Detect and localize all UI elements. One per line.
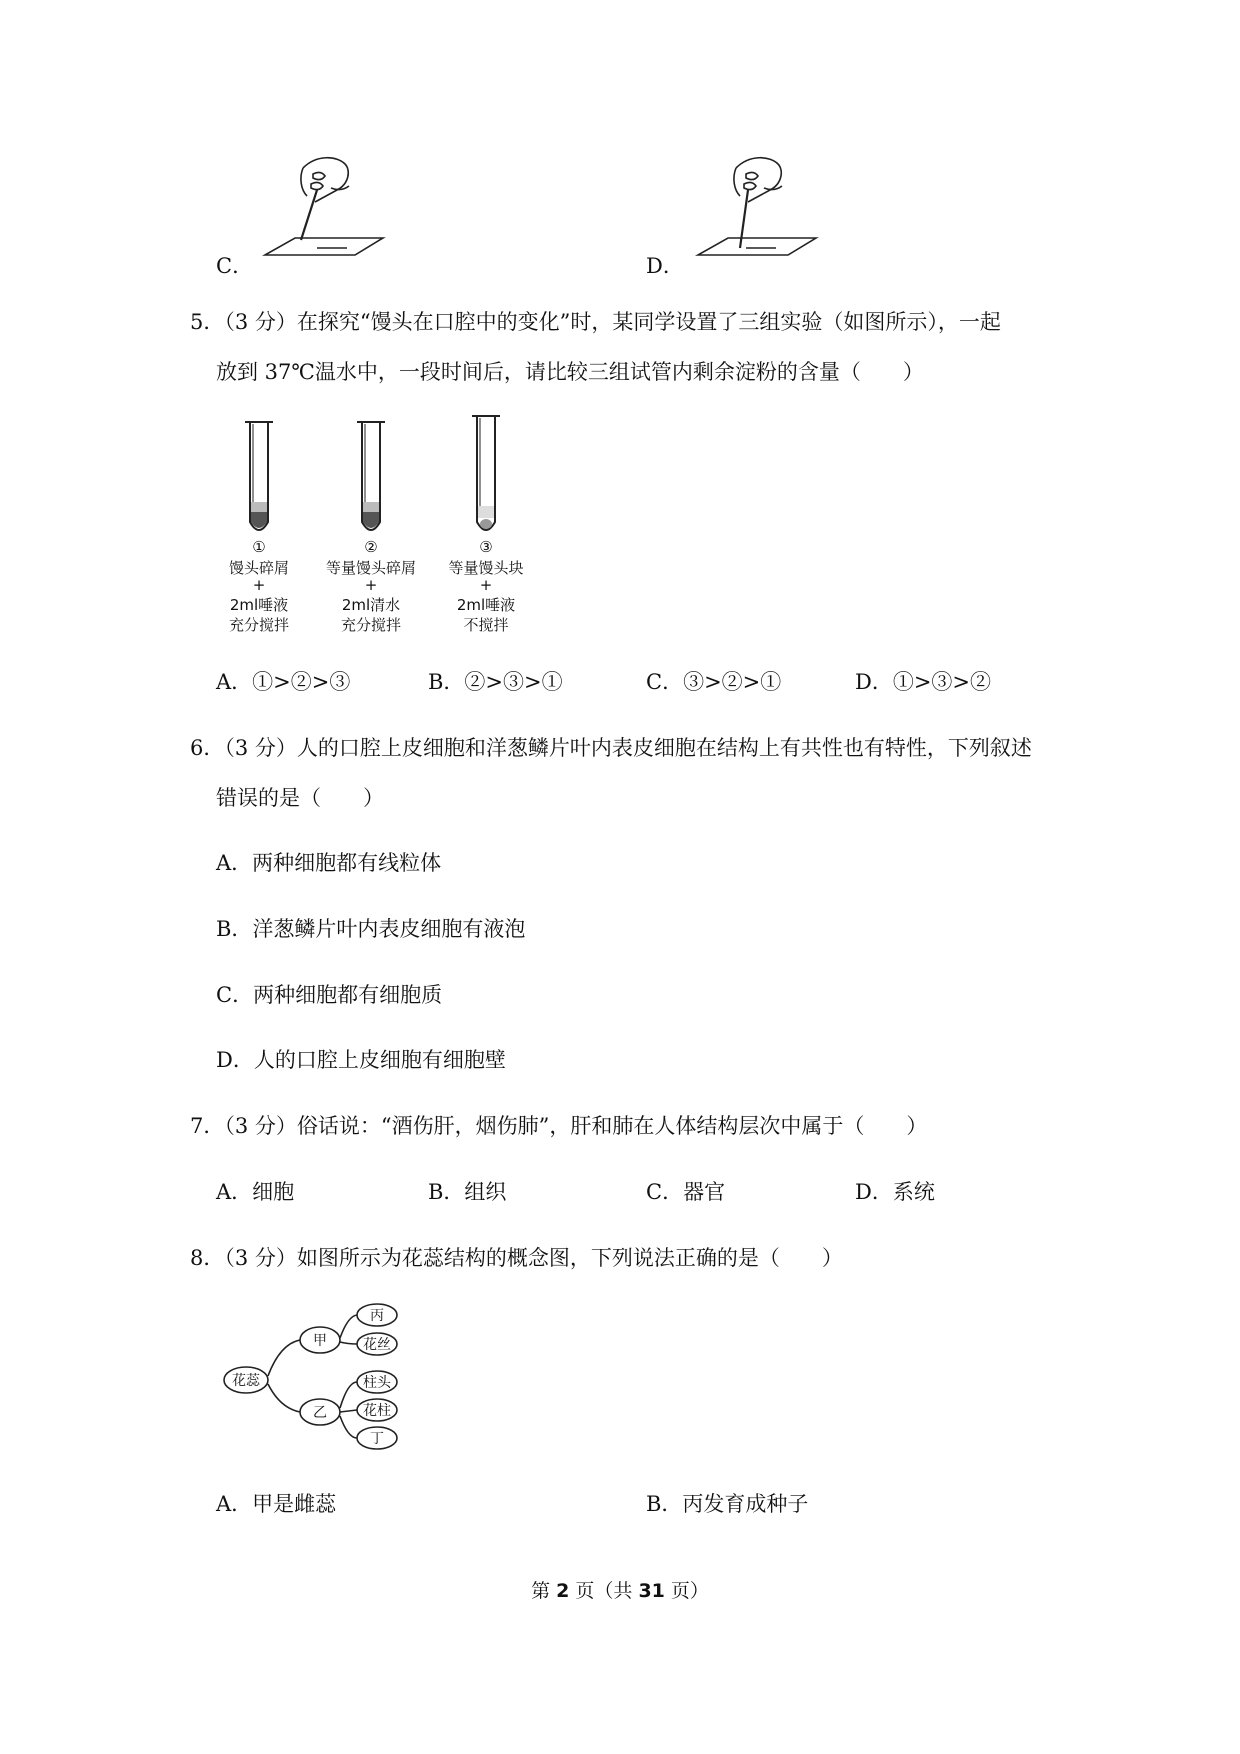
test-tube-1 — [245, 422, 273, 530]
footer-pre: 第 — [531, 1580, 557, 1602]
q7-option-a: A．细胞 — [216, 1180, 295, 1204]
node-jia-label: 甲 — [313, 1333, 327, 1349]
tube-3-line1: 等量馒头块 — [448, 559, 524, 577]
q6-option-a: A．两种细胞都有线粒体 — [216, 851, 442, 875]
tube-1-plus: + — [252, 576, 266, 594]
tube-3-number: ③ — [479, 538, 493, 556]
q4-option-d-figure — [688, 150, 828, 270]
q6-option-d: D．人的口腔上皮细胞有细胞壁 — [216, 1048, 506, 1072]
tube-1-line3: 充分搅拌 — [228, 616, 290, 634]
q8-option-a: A．甲是雌蕊 — [216, 1492, 337, 1516]
hand-c — [303, 158, 348, 202]
q7-option-c: C．器官 — [646, 1180, 726, 1204]
node-root-label: 花蕊 — [232, 1373, 260, 1389]
tube-1-line1: 馒头碎屑 — [228, 559, 290, 577]
q5-option-c: C．③>②>① — [646, 670, 782, 694]
footer-total-pages: 31 — [638, 1580, 665, 1602]
test-tube-3 — [472, 416, 500, 530]
tube-2-number: ② — [364, 538, 378, 556]
q5-stem-line2: 放到 37℃温水中，一段时间后，请比较三组试管内剩余淀粉的含量（ ） — [216, 360, 924, 384]
q6-option-b: B．洋葱鳞片叶内表皮细胞有液泡 — [216, 917, 526, 941]
footer-mid: 页（共 — [569, 1580, 639, 1602]
q4-option-d: D． — [646, 254, 684, 278]
node-zhutou-label: 柱头 — [363, 1375, 391, 1391]
tube-1-number: ① — [252, 538, 266, 556]
footer-post: 页） — [664, 1580, 709, 1602]
page-footer — [0, 1576, 1240, 1603]
q5-test-tube-figure — [210, 410, 550, 635]
node-yi-label: 乙 — [313, 1405, 327, 1421]
q4-option-c-figure — [255, 150, 395, 270]
node-ding-label: 丁 — [370, 1431, 384, 1447]
q5-option-b: B．②>③>① — [428, 670, 563, 694]
needle-d — [740, 190, 748, 248]
q8-stem: 8．（3 分）如图所示为花蕊结构的概念图，下列说法正确的是（ ） — [190, 1246, 843, 1270]
needle-c — [301, 190, 317, 240]
q6-option-c: C．两种细胞都有细胞质 — [216, 983, 443, 1007]
q8-concept-map — [220, 1300, 410, 1460]
q7-stem: 7．（3 分）俗话说：“酒伤肝，烟伤肺”，肝和肺在人体结构层次中属于（ ） — [190, 1114, 928, 1138]
q6-stem-line1: 6．（3 分）人的口腔上皮细胞和洋葱鳞片叶内表皮细胞在结构上有共性也有特性，下列叙述 — [190, 736, 1032, 760]
tube-2-line3: 充分搅拌 — [340, 616, 402, 634]
node-bing-label: 丙 — [370, 1308, 384, 1324]
node-huasi-label: 花丝 — [363, 1337, 391, 1353]
glass-slide-d — [698, 238, 816, 255]
q5-option-a: A．①>②>③ — [216, 670, 351, 694]
q6-stem-line2: 错误的是（ ） — [216, 786, 384, 810]
hand-d — [736, 158, 781, 202]
tube-3-plus: + — [479, 576, 493, 594]
glass-slide-c — [265, 238, 383, 255]
footer-page-number: 2 — [556, 1580, 570, 1602]
node-huazhu-label: 花柱 — [363, 1403, 391, 1419]
q4-option-c: C． — [216, 254, 254, 278]
tube-1-line2: 2ml唾液 — [229, 596, 289, 614]
q7-option-b: B．组织 — [428, 1180, 507, 1204]
q5-option-d: D．①>③>② — [855, 670, 992, 694]
tube-2-line1: 等量馒头碎屑 — [325, 559, 417, 577]
tube-2-line2: 2ml清水 — [341, 596, 401, 614]
q5-stem-line1: 5．（3 分）在探究“馒头在口腔中的变化”时，某同学设置了三组实验（如图所示），一起 — [190, 310, 1001, 334]
q8-option-b: B．丙发育成种子 — [646, 1492, 809, 1516]
tube-3-line3: 不搅拌 — [463, 616, 509, 634]
tube-2-plus: + — [364, 576, 378, 594]
tube-3-line2: 2ml唾液 — [456, 596, 516, 614]
test-tube-2 — [357, 422, 385, 530]
q7-option-d: D．系统 — [855, 1180, 935, 1204]
